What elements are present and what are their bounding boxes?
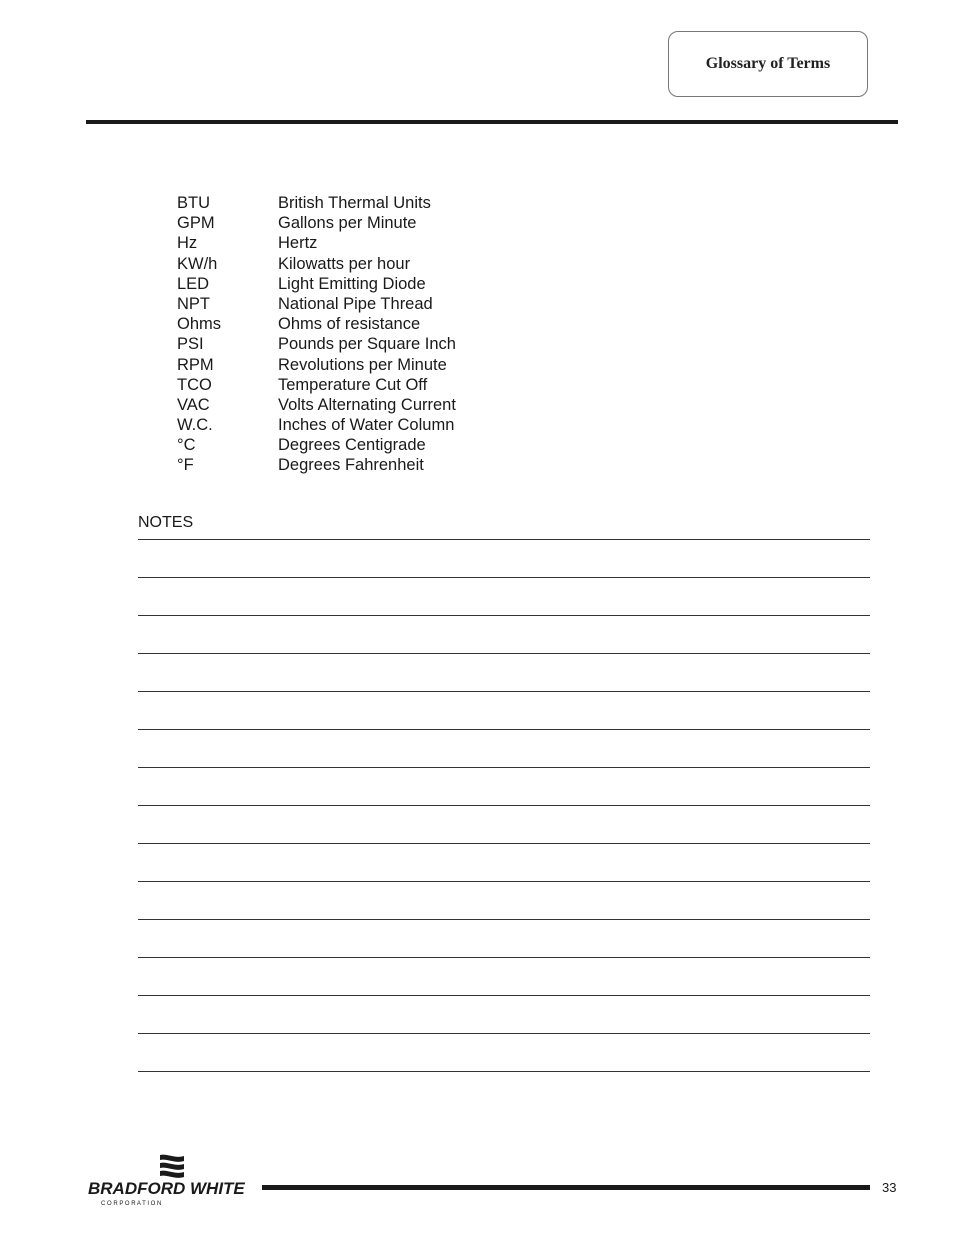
note-line	[138, 995, 870, 1033]
note-line	[138, 691, 870, 729]
note-line	[138, 577, 870, 615]
notes-label: NOTES	[138, 514, 194, 531]
glossary-row	[177, 233, 456, 253]
glossary-meaning: Gallons per Minute	[278, 214, 417, 233]
glossary-row	[177, 375, 456, 395]
glossary-row	[177, 314, 456, 334]
glossary-row	[177, 213, 456, 233]
glossary-row	[177, 415, 456, 435]
glossary-abbreviation: KW/h	[177, 254, 218, 273]
glossary-row	[177, 395, 456, 415]
glossary-row	[177, 435, 456, 455]
page-number: 33	[882, 1180, 897, 1195]
glossary-row	[177, 254, 456, 274]
note-line	[138, 653, 870, 691]
note-line	[138, 767, 870, 805]
bradford-white-logo	[87, 1153, 259, 1207]
notes-lines	[138, 539, 870, 1072]
glossary-abbreviation: °F	[177, 456, 194, 475]
note-line	[138, 843, 870, 881]
glossary-meaning: Revolutions per Minute	[278, 355, 447, 374]
glossary-abbreviation: Ohms	[177, 315, 222, 334]
glossary-meaning: British Thermal Units	[278, 194, 431, 212]
note-line	[138, 957, 870, 995]
note-line	[138, 615, 870, 653]
note-line	[138, 1033, 870, 1071]
glossary-meaning: Kilowatts per hour	[278, 254, 411, 273]
header-rule	[86, 120, 898, 124]
glossary-meaning: National Pipe Thread	[278, 294, 433, 313]
note-line	[138, 881, 870, 919]
glossary-row	[177, 455, 456, 475]
glossary-row	[177, 355, 456, 375]
glossary-row	[177, 193, 456, 213]
note-line	[138, 1071, 870, 1072]
footer-rule	[262, 1185, 870, 1190]
glossary-meaning: Inches of Water Column	[278, 416, 455, 435]
glossary-row	[177, 274, 456, 294]
note-line	[138, 729, 870, 767]
glossary-abbreviation: LED	[177, 274, 210, 293]
glossary-abbreviation: GPM	[177, 214, 215, 233]
glossary-abbreviation: VAC	[177, 395, 210, 414]
glossary-meaning: Hertz	[278, 234, 318, 253]
glossary-abbreviation: RPM	[177, 355, 214, 374]
glossary-abbreviation: W.C.	[177, 416, 213, 435]
section-tab	[668, 31, 868, 97]
logo-subtext: C O R P O R A T I O N	[101, 1201, 162, 1207]
glossary-abbreviation: °C	[177, 436, 196, 455]
glossary-meaning: Volts Alternating Current	[278, 395, 456, 414]
glossary-meaning: Temperature Cut Off	[278, 375, 428, 394]
section-tab-label: Glossary of Terms	[705, 55, 831, 72]
glossary-abbreviation: PSI	[177, 335, 204, 354]
note-line	[138, 919, 870, 957]
glossary-meaning: Light Emitting Diode	[278, 274, 426, 293]
glossary-row	[177, 334, 456, 354]
note-line	[138, 805, 870, 843]
logo-mark	[160, 1155, 184, 1178]
note-line	[138, 539, 870, 577]
glossary-meaning: Pounds per Square Inch	[278, 335, 456, 354]
glossary-meaning: Degrees Centigrade	[278, 436, 426, 455]
glossary-abbreviation: Hz	[177, 234, 198, 253]
glossary-meaning: Degrees Fahrenheit	[278, 456, 424, 475]
glossary-abbreviation: NPT	[177, 294, 210, 313]
glossary-abbreviation: TCO	[177, 375, 212, 394]
glossary-list	[177, 193, 456, 476]
glossary-abbreviation: BTU	[177, 194, 210, 212]
glossary-row	[177, 294, 456, 314]
glossary-meaning: Ohms of resistance	[278, 315, 421, 334]
logo-text: BRADFORD WHITE	[88, 1179, 245, 1198]
